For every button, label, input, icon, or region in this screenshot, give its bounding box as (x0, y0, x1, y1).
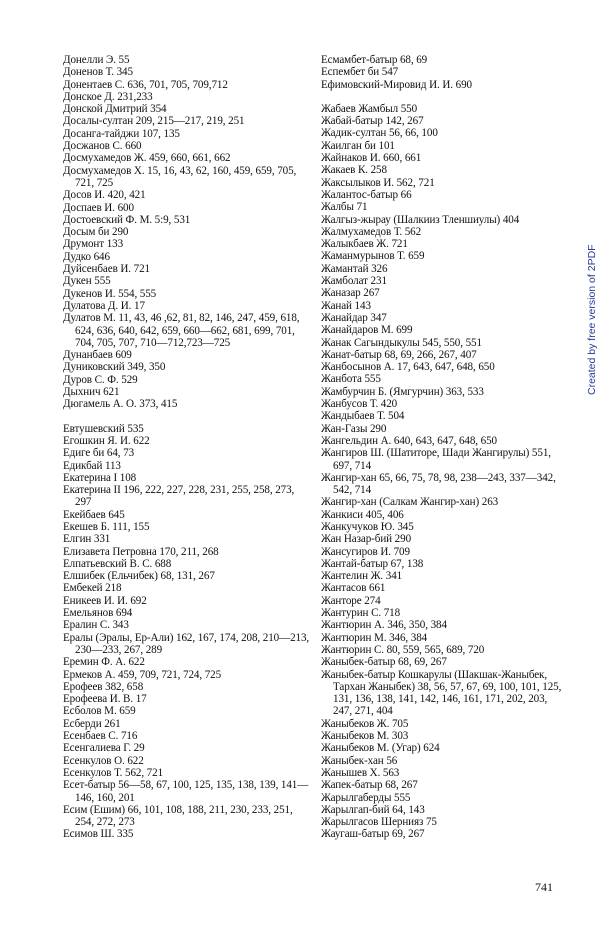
index-entry: Ералы (Эралы, Ер-Али) 162, 167, 174, 208, 210—213, 230—233, 267, 289 (63, 631, 310, 656)
index-entry: Дуниковский 349, 350 (63, 361, 166, 374)
index-entry: Досмухамедов Х. 15, 16, 43, 62, 160, 459, 659, 705, 721, 725 (63, 164, 297, 189)
index-entry: Жалмухамедов Т. 562 (321, 225, 422, 238)
index-entry: Есимов Ш. 335 (63, 828, 134, 841)
index-entry: Жабай-батыр 142, 267 (321, 115, 424, 128)
section-gap (63, 411, 313, 423)
index-entry: Есмамбет-батыр 68, 69 (321, 54, 428, 66)
index-entry: Жаугаш-батыр 69, 267 (321, 828, 425, 841)
index-entry: Жангельдин А. 640, 643, 647, 648, 650 (321, 434, 497, 447)
index-entry: Елпатьевский В. С. 688 (63, 557, 172, 570)
index-entry: Жанторе 274 (321, 594, 381, 607)
index-entry: Жанайдаров М. 699 (321, 324, 413, 337)
index-entry: Жан-Газы 290 (321, 422, 387, 435)
index-entry: Досов И. 420, 421 (63, 189, 146, 202)
index-entry: Есенбаев С. 716 (63, 730, 138, 743)
index-entry: Жандыбаев Т. 504 (321, 410, 405, 423)
index-entry: Жан Назар-бий 290 (321, 533, 412, 546)
index-entry: Дунанбаев 609 (63, 349, 132, 362)
index-entry: Елшибек (Ельчибек) 68, 131, 267 (63, 570, 215, 583)
index-entry: Жаныбеков Ж. 705 (321, 717, 409, 730)
index-entry: Жаксылыков И. 562, 721 (321, 176, 435, 189)
index-entry: Жаныбеков М. 303 (321, 730, 409, 743)
index-entry: Егошкин Я. И. 622 (63, 434, 150, 447)
index-entry: Ермеков А. 459, 709, 721, 724, 725 (63, 668, 222, 681)
index-entry: Екейбаев 645 (63, 508, 125, 521)
index-entry: Ерофеев 382, 658 (63, 680, 144, 693)
index-entry: Жанбусов Т. 420 (321, 398, 398, 411)
index-entry: Жамбурчин Б. (Ямгурчин) 363, 533 (321, 385, 484, 398)
index-entry: Дыхнич 621 (63, 386, 120, 399)
watermark (586, 185, 600, 395)
index-entry: Жантурин С. 718 (321, 607, 401, 620)
index-entry: Жанбосынов А. 17, 643, 647, 648, 650 (321, 361, 495, 374)
index-column-right (321, 54, 567, 841)
index-entry: Жаныбек-хан 56 (321, 754, 398, 767)
index-entry: Елгин 331 (63, 533, 111, 546)
index-entry: Емельянов 694 (63, 607, 133, 620)
index-entry: Жапек-батыр 68, 267 (321, 779, 418, 792)
index-entry: Жантай-батыр 67, 138 (321, 557, 424, 570)
index-entry: Жаилган би 101 (321, 139, 395, 152)
index-entry: Доненов Т. 345 (63, 66, 133, 79)
index-entry: Евтушевский 535 (63, 422, 144, 435)
index-entry: Досалы-султан 209, 215—217, 219, 251 (63, 115, 245, 128)
index-entry: Донентаев С. 636, 701, 705, 709,712 (63, 78, 228, 91)
index-entry: Едиге би 64, 73 (63, 447, 135, 460)
index-entry: Жаныбеков М. (Угар) 624 (321, 742, 440, 755)
section-gap (321, 91, 567, 103)
watermark-text: Created by free version of 2PDF (586, 244, 598, 395)
index-entry: Доспаев И. 600 (63, 201, 134, 214)
index-entry: Жанайдар 347 (321, 311, 387, 324)
index-entry: Есболов М. 659 (63, 705, 136, 718)
index-entry: Есенкулов Т. 562, 721 (63, 766, 164, 779)
index-entry: Еспембет би 547 (321, 66, 399, 79)
index-entry: Жаныбек-батыр Кошкарулы (Шакшак-Жаныбек, Тархан Жаныбек) 38, 56, 57, 67, 69, 100, 101, 125, 131, 136, 138, 141, 142, 146, 161, 171, 202, 203, 247, 271, 404 (321, 668, 562, 718)
index-entry: Жаманмурынов Т. 659 (321, 250, 425, 263)
index-entry: Жансугиров И. 709 (321, 545, 410, 558)
index-entry: Жалантос-батыр 66 (321, 188, 412, 201)
index-entry: Жангиров Ш. (Шатиторе, Шади Жангирулы) 551, 697, 714 (321, 447, 551, 472)
index-entry: Жанышев Х. 563 (321, 766, 400, 779)
index-entry: Жанак Сагындыкулы 545, 550, 551 (321, 336, 482, 349)
index-entry: Жантюрин А. 346, 350, 384 (321, 619, 447, 632)
index-entry: Жалбы 71 (321, 201, 368, 214)
index-entry: Дулатов М. 11, 43, 46 ,62, 81, 82, 146, 247, 459, 618, 624, 636, 640, 642, 659, 660—662, 681, 699, 701, 704, 705, 707, 710—712,723—725 (63, 312, 300, 349)
index-entry: Елизавета Петровна 170, 211, 268 (63, 545, 219, 558)
index-entry: Жантюрин С. 80, 559, 565, 689, 720 (321, 643, 485, 656)
index-entry: Едикбай 113 (63, 459, 121, 472)
index-entry: Есим (Ешим) 66, 101, 108, 188, 211, 230, 233, 251, 254, 272, 273 (63, 803, 293, 829)
index-entry: Дудко 646 (63, 250, 110, 263)
index-entry: Жанкиси 405, 406 (321, 508, 404, 521)
index-entry: Дуров С. Ф. 529 (63, 373, 138, 386)
index-entry: Ембекей 218 (63, 582, 122, 595)
index-entry: Жалгыз-жырау (Шалкииз Тленшиулы) 404 (321, 213, 520, 226)
index-entry: Екатерина I 108 (63, 471, 137, 484)
index-entry: Донское Д. 231,233 (63, 90, 153, 103)
index-entry: Достоевский Ф. М. 5:9, 531 (63, 213, 191, 226)
index-entry: Дюгамель А. О. 373, 415 (63, 398, 178, 411)
index-entry: Жарылгаберды 555 (321, 791, 411, 804)
index-entry: Ералин С. 343 (63, 619, 129, 632)
index-entry: Донской Дмитрий 354 (63, 103, 167, 116)
index-entry: Жамантай 326 (321, 262, 388, 275)
index-entry: Жарылгап-бий 64, 143 (321, 803, 425, 816)
index-entry: Жанбота 555 (321, 373, 381, 386)
index-entry: Дукенов И. 554, 555 (63, 287, 157, 300)
index-entry: Жайнаков И. 660, 661 (321, 152, 422, 165)
index-entry: Жантюрин М. 346, 384 (321, 631, 428, 644)
index-entry: Жанай 143 (321, 299, 371, 312)
index-entry: Жангир-хан (Салкам Жангир-хан) 263 (321, 496, 499, 509)
index-entry: Екешев Б. 111, 155 (63, 520, 150, 533)
index-entry: Жанкучуков Ю. 345 (321, 520, 414, 533)
index-entry: Есет-батыр 56—58, 67, 100, 125, 135, 138, 139, 141—146, 160, 201 (63, 779, 309, 804)
index-entry: Еникеев И. И. 692 (63, 594, 147, 607)
index-entry: Дуйсенбаев И. 721 (63, 263, 150, 276)
index-entry: Екатерина II 196, 222, 227, 228, 231, 255, 258, 273, 297 (63, 484, 295, 509)
index-entry: Есберди 261 (63, 717, 121, 730)
index-entry: Жантелин Ж. 341 (321, 570, 403, 583)
index-entry: Жаназар 267 (321, 287, 380, 300)
index-entry: Жанат-батыр 68, 69, 266, 267, 407 (321, 348, 477, 361)
index-entry: Досжанов С. 660 (63, 140, 142, 153)
index-entry: Досым би 290 (63, 226, 129, 239)
index-entry: Друмонт 133 (63, 238, 124, 251)
index-entry: Жалыкбаев Ж. 721 (321, 238, 408, 251)
index-entry: Жабаев Жамбыл 550 (321, 102, 418, 115)
index-entry: Ефимовский-Мировид И. И. 690 (321, 78, 472, 91)
index-entry: Жангир-хан 65, 66, 75, 78, 98, 238—243, 337—342, 542, 714 (321, 471, 556, 497)
index-entry: Жамболат 231 (321, 275, 387, 288)
index-entry: Дулатова Д. И. 17 (63, 299, 145, 312)
index-entry: Есенгалиева Г. 29 (63, 742, 145, 755)
index-entry: Есенкулов О. 622 (63, 754, 144, 767)
index-entry: Жарылгасов Шернияз 75 (321, 816, 437, 829)
page-number: 741 (535, 880, 553, 894)
index-column-left (63, 54, 313, 841)
index-entry: Ерофеева И. В. 17 (63, 693, 147, 706)
index-entry: Жаныбек-батыр 68, 69, 267 (321, 656, 447, 669)
index-entry: Досанга-тайджи 107, 135 (63, 127, 180, 140)
index-entry: Досмухамедов Ж. 459, 660, 661, 662 (63, 152, 231, 165)
index-entry: Жакаев К. 258 (321, 164, 387, 177)
index-entry: Дукен 555 (63, 275, 111, 288)
index-entry: Жантасов 661 (321, 582, 386, 595)
index-entry: Донелли Э. 55 (63, 54, 130, 66)
index-entry: Жадик-султан 56, 66, 100 (321, 127, 438, 140)
index-entry: Еремин Ф. А. 622 (63, 656, 145, 669)
